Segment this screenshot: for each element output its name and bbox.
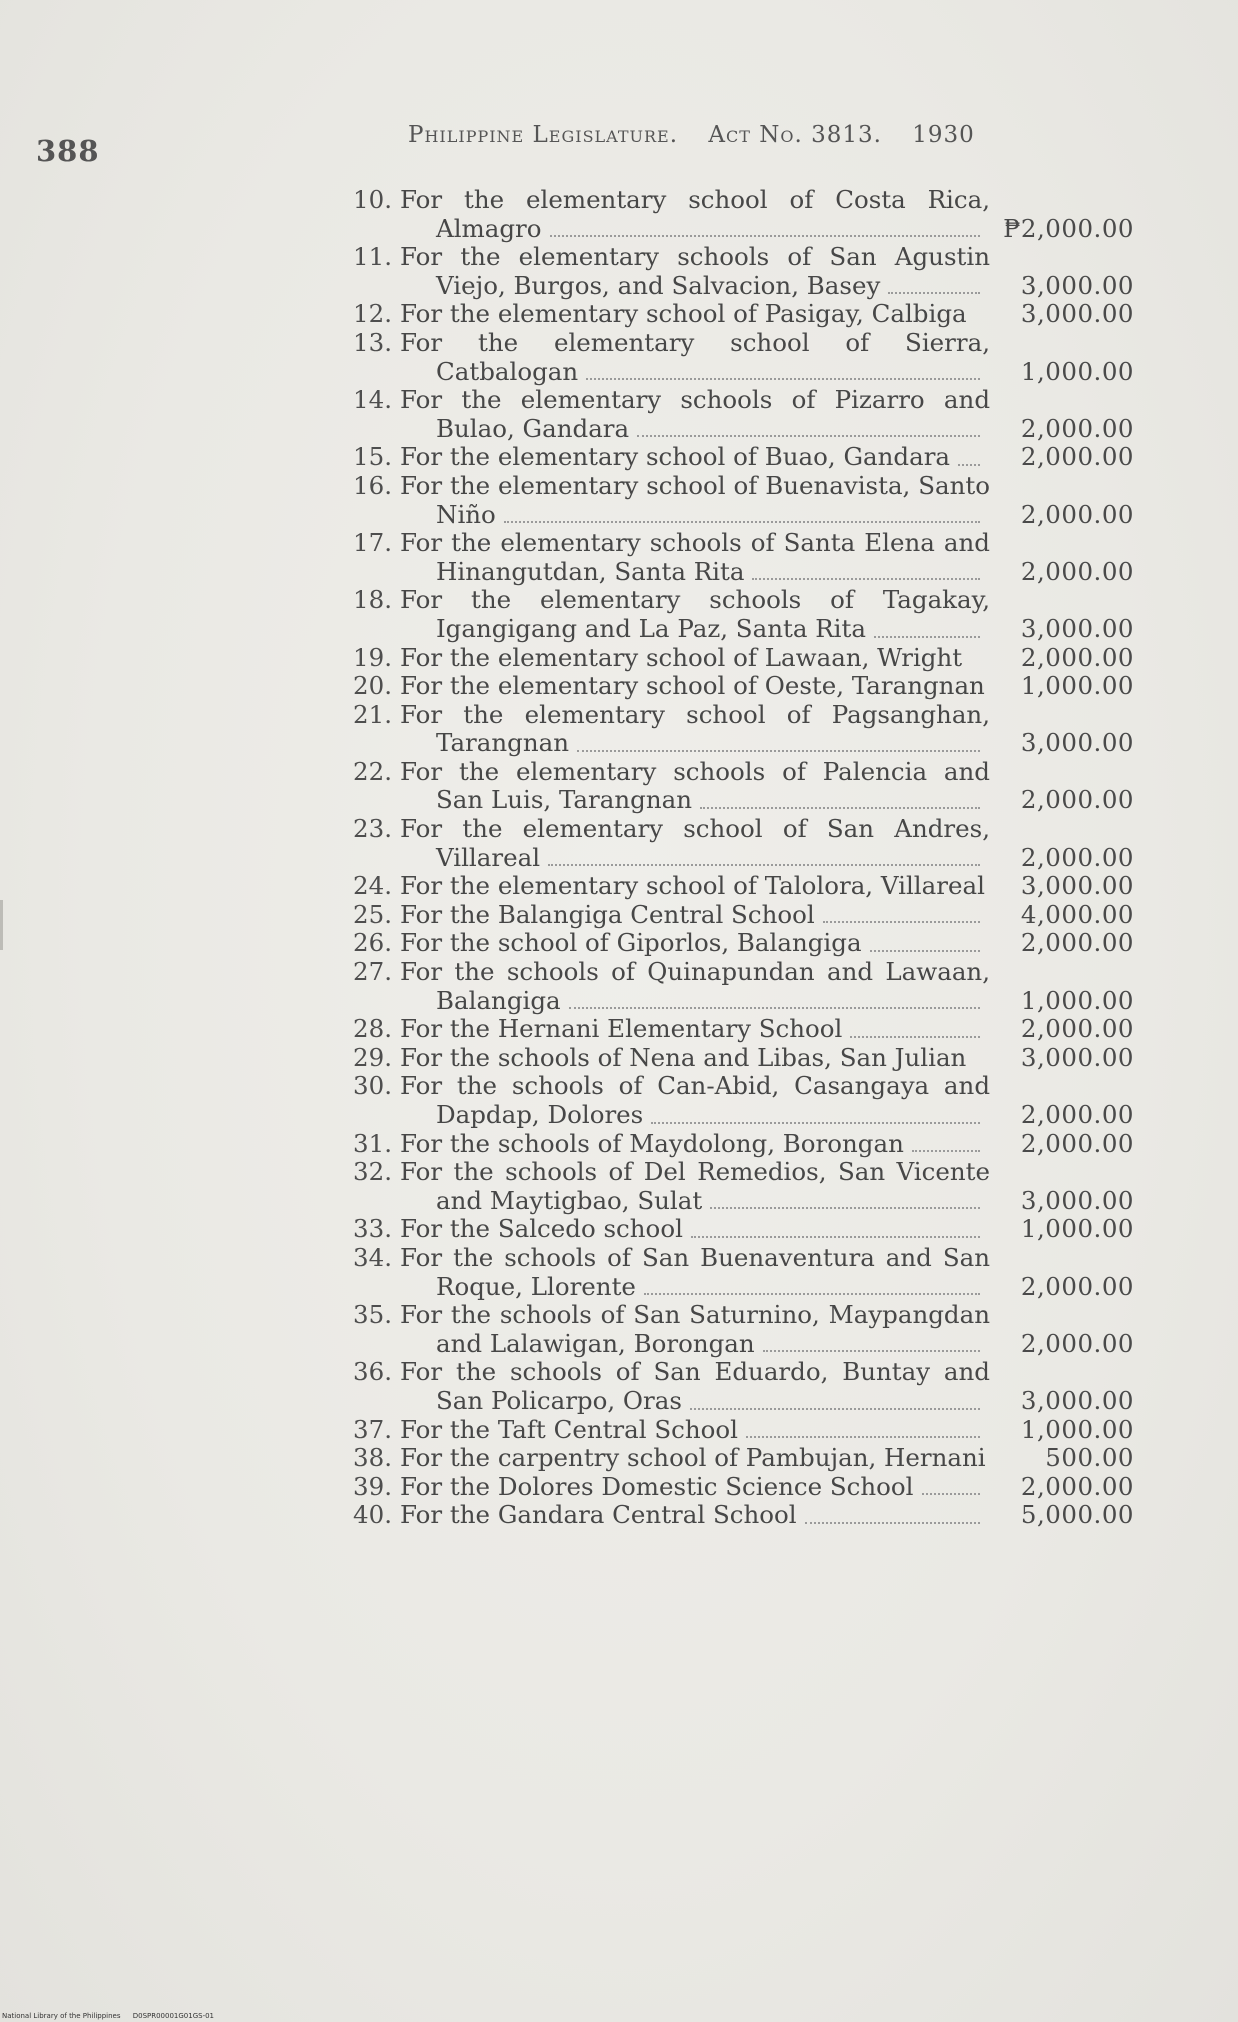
item-description: For the schools of San Saturnino, Maypangdan and Lalawigan, Borongan: [400, 1300, 990, 1358]
item-description-cell: [400, 758, 990, 815]
list-item: [340, 1444, 1140, 1473]
list-item: [340, 300, 1140, 329]
page-number: 388: [36, 134, 100, 168]
item-amount: 2,000.00: [1020, 1471, 1134, 1501]
item-description-cell: [400, 1244, 990, 1301]
item-number: 26.: [353, 928, 392, 958]
item-description: For the elementary school of Lawaan, Wright: [400, 642, 963, 672]
item-amount: 3,000.00: [1020, 1385, 1134, 1415]
item-description: For the Salcedo school: [400, 1214, 683, 1244]
item-description: For the elementary schools of Tagakay, Igangigang and La Paz, Santa Rita: [400, 585, 990, 643]
item-number: 35.: [353, 1300, 392, 1330]
item-number: 39.: [353, 1471, 392, 1501]
list-item: [340, 1044, 1140, 1073]
list-item: [340, 758, 1140, 815]
item-description: For the schools of Nena and Libas, San Julian: [400, 1042, 967, 1072]
item-description: For the schools of Quinapundan and Lawaan, Balangiga: [400, 957, 990, 1015]
item-description-cell: [400, 1473, 990, 1502]
item-number: 40.: [353, 1500, 392, 1530]
item-amount: 1,000.00: [1020, 1414, 1134, 1444]
dot-leader: [763, 1350, 980, 1352]
item-amount: 3,000.00: [1020, 1185, 1134, 1215]
list-item: [340, 1244, 1140, 1301]
item-number: 18.: [353, 585, 392, 615]
item-description: For the elementary school of Pagsanghan, Tarangnan: [400, 699, 990, 758]
running-head: [408, 122, 975, 148]
list-item: [340, 1130, 1140, 1159]
running-head-year: 1930: [912, 122, 975, 148]
item-description-cell: [400, 586, 990, 643]
item-description-cell: [400, 243, 990, 300]
list-item: [340, 186, 1140, 243]
item-amount: 2,000.00: [1020, 413, 1134, 443]
item-amount: 3,000.00: [1020, 728, 1134, 758]
item-description-cell: [400, 329, 990, 386]
dot-leader: [550, 235, 980, 237]
item-number: 21.: [353, 699, 392, 729]
item-description: For the Hernani Elementary School: [400, 1014, 843, 1044]
item-number: 22.: [353, 756, 392, 786]
item-amount: 2,000.00: [1020, 556, 1134, 586]
item-description-cell: [400, 1358, 990, 1415]
item-amount: 4,000.00: [1020, 899, 1134, 929]
item-amount: 2,000.00: [1020, 1100, 1134, 1129]
item-amount: 2,000.00: [1020, 1328, 1134, 1358]
item-number: 11.: [353, 242, 392, 272]
list-item: [340, 529, 1140, 586]
list-item: [340, 815, 1140, 872]
item-amount: 2,000.00: [1020, 928, 1134, 958]
item-amount: 3,000.00: [1020, 871, 1134, 901]
appropriation-list: [340, 186, 1140, 1530]
item-number: 28.: [353, 1014, 392, 1044]
item-amount: 2,000.00: [1020, 642, 1134, 672]
list-item: [340, 929, 1140, 958]
list-item: [340, 1015, 1140, 1044]
list-item: [340, 1358, 1140, 1415]
item-amount: 1,000.00: [1020, 1214, 1134, 1244]
dot-leader: [870, 950, 980, 952]
list-item: [340, 872, 1140, 901]
item-description-cell: [400, 901, 990, 930]
dot-leader: [700, 807, 980, 809]
list-item: [340, 472, 1140, 529]
item-amount: 2,000.00: [1020, 499, 1134, 529]
item-description: For the elementary schools of Santa Elena and Hinangutdan, Santa Rita: [400, 528, 990, 586]
running-head-act: Act No. 3813.: [708, 122, 882, 148]
item-description-cell: [400, 1301, 990, 1358]
item-number: 37.: [353, 1414, 392, 1444]
item-description-cell: [400, 386, 990, 443]
dot-leader: [504, 521, 980, 523]
footer-library: National Library of the Philippines: [2, 2012, 121, 2020]
item-number: 25.: [353, 899, 392, 929]
item-number: 23.: [353, 814, 392, 844]
item-description: For the elementary school of Talolora, Villareal: [400, 871, 985, 901]
footer-id: D0SPR00001G01GS-01: [132, 2012, 215, 2020]
list-item: [340, 443, 1140, 472]
item-amount: 3,000.00: [1020, 270, 1134, 300]
item-description-cell: [400, 300, 990, 329]
dot-leader: [922, 1493, 980, 1495]
list-item: [340, 1215, 1140, 1244]
list-item: [340, 901, 1140, 930]
list-item: [340, 1473, 1140, 1502]
item-amount: 2,000.00: [1020, 785, 1134, 815]
item-number: 38.: [353, 1443, 392, 1473]
item-number: 13.: [353, 327, 392, 357]
item-description-cell: [400, 872, 990, 901]
item-description-cell: [400, 1416, 990, 1445]
item-description: For the elementary school of San Andres, Villareal: [400, 814, 990, 872]
item-description-cell: [400, 815, 990, 872]
item-description: For the Taft Central School: [400, 1414, 738, 1444]
item-number: 30.: [353, 1071, 392, 1101]
dot-leader: [637, 435, 980, 437]
item-number: 33.: [353, 1214, 392, 1244]
item-description-cell: [400, 701, 990, 758]
dot-leader: [912, 1150, 980, 1152]
list-item: [340, 1416, 1140, 1445]
item-number: 36.: [353, 1357, 392, 1387]
dot-leader: [577, 750, 980, 752]
item-amount: 2,000.00: [1020, 1128, 1134, 1158]
item-amount: 1,000.00: [1020, 356, 1134, 386]
item-description-cell: [400, 529, 990, 586]
scan-edge-mark: [0, 900, 3, 950]
item-number: 14.: [353, 385, 392, 415]
item-description: For the school of Giporlos, Balangiga: [400, 928, 862, 958]
item-description: For the elementary school of Buao, Gandara: [400, 442, 951, 472]
item-number: 20.: [353, 671, 392, 701]
item-description: For the elementary school of Pasigay, Calbiga: [400, 299, 967, 329]
list-item: [340, 329, 1140, 386]
item-description-cell: [400, 1444, 990, 1473]
item-number: 31.: [353, 1128, 392, 1158]
item-amount: 1,000.00: [1020, 671, 1134, 701]
item-description-cell: [400, 644, 990, 673]
item-description-cell: [400, 472, 990, 529]
item-amount: ₱2,000.00: [1003, 213, 1134, 243]
item-number: 24.: [353, 871, 392, 901]
item-number: 15.: [353, 442, 392, 472]
dot-leader: [586, 378, 980, 380]
item-number: 17.: [353, 528, 392, 558]
item-description-cell: [400, 1072, 990, 1129]
dot-leader: [888, 292, 980, 294]
list-item: [340, 958, 1140, 1015]
dot-leader: [691, 1236, 980, 1238]
item-description-cell: [400, 443, 990, 472]
item-number: 19.: [353, 642, 392, 672]
list-item: [340, 672, 1140, 701]
item-description: For the elementary school of Buenavista, Santo Niño: [400, 470, 990, 529]
item-number: 29.: [353, 1042, 392, 1072]
item-amount: 500.00: [1045, 1443, 1134, 1473]
dot-leader: [823, 921, 980, 923]
item-amount: 2,000.00: [1020, 1014, 1134, 1044]
scan-footer: [2, 2012, 214, 2020]
list-item: [340, 1158, 1140, 1215]
item-amount: 2,000.00: [1020, 842, 1134, 872]
item-description-cell: [400, 1130, 990, 1159]
item-amount: 2,000.00: [1020, 1271, 1134, 1301]
item-description: For the elementary school of Costa Rica, Almagro: [400, 185, 990, 243]
item-description: For the schools of San Buenaventura and San Roque, Llorente: [400, 1242, 990, 1301]
item-number: 27.: [353, 957, 392, 987]
item-description: For the Dolores Domestic Science School: [400, 1471, 914, 1501]
item-description-cell: [400, 1044, 990, 1073]
item-number: 10.: [353, 185, 392, 214]
dot-leader: [569, 1007, 980, 1009]
item-description-cell: [400, 929, 990, 958]
item-description-cell: [400, 186, 990, 243]
item-description-cell: [400, 672, 990, 701]
dot-leader: [651, 1122, 980, 1124]
item-number: 32.: [353, 1157, 392, 1187]
item-number: 34.: [353, 1242, 392, 1272]
dot-leader: [690, 1408, 980, 1410]
item-description: For the schools of Maydolong, Borongan: [400, 1128, 904, 1158]
item-description: For the Balangiga Central School: [400, 899, 815, 929]
item-description-cell: [400, 958, 990, 1015]
item-description: For the Gandara Central School: [400, 1500, 797, 1530]
item-description: For the carpentry school of Pambujan, Hernani: [400, 1443, 986, 1473]
item-description: For the schools of Del Remedios, San Vicente and Maytigbao, Sulat: [400, 1157, 990, 1215]
running-head-title: Philippine Legislature.: [408, 122, 679, 148]
item-description-cell: [400, 1501, 990, 1530]
item-description: For the elementary schools of Pizarro and Bulao, Gandara: [400, 385, 990, 443]
dot-leader: [752, 578, 980, 580]
list-item: [340, 243, 1140, 300]
item-number: 16.: [353, 470, 392, 500]
item-amount: 1,000.00: [1020, 985, 1134, 1015]
dot-leader: [644, 1293, 980, 1295]
item-amount: 3,000.00: [1020, 1042, 1134, 1072]
list-item: [340, 1072, 1140, 1129]
item-description-cell: [400, 1215, 990, 1244]
dot-leader: [548, 864, 980, 866]
dot-leader: [746, 1436, 980, 1438]
dot-leader: [710, 1207, 980, 1209]
item-amount: 3,000.00: [1020, 613, 1134, 643]
dot-leader: [805, 1522, 980, 1524]
item-description: For the elementary schools of San Agustin Viejo, Burgos, and Salvacion, Basey: [400, 242, 990, 300]
list-item: [340, 1301, 1140, 1358]
item-description: For the elementary school of Sierra, Catbalogan: [400, 327, 990, 386]
item-amount: 2,000.00: [1020, 442, 1134, 472]
dot-leader: [874, 636, 980, 638]
list-item: [340, 644, 1140, 673]
item-description: For the schools of Can-Abid, Casangaya and Dapdap, Dolores: [400, 1071, 990, 1129]
list-item: [340, 386, 1140, 443]
list-item: [340, 701, 1140, 758]
list-item: [340, 586, 1140, 643]
item-description: For the elementary school of Oeste, Tarangnan: [400, 671, 985, 701]
item-description: For the schools of San Eduardo, Buntay and San Policarpo, Oras: [400, 1357, 990, 1415]
item-description-cell: [400, 1015, 990, 1044]
list-item: [340, 1501, 1140, 1530]
item-amount: 3,000.00: [1020, 299, 1134, 329]
item-description: For the elementary schools of Palencia and San Luis, Tarangnan: [400, 756, 990, 815]
item-number: 12.: [353, 299, 392, 329]
dot-leader: [958, 464, 980, 466]
item-description-cell: [400, 1158, 990, 1215]
item-amount: 5,000.00: [1020, 1500, 1134, 1530]
dot-leader: [850, 1036, 980, 1038]
